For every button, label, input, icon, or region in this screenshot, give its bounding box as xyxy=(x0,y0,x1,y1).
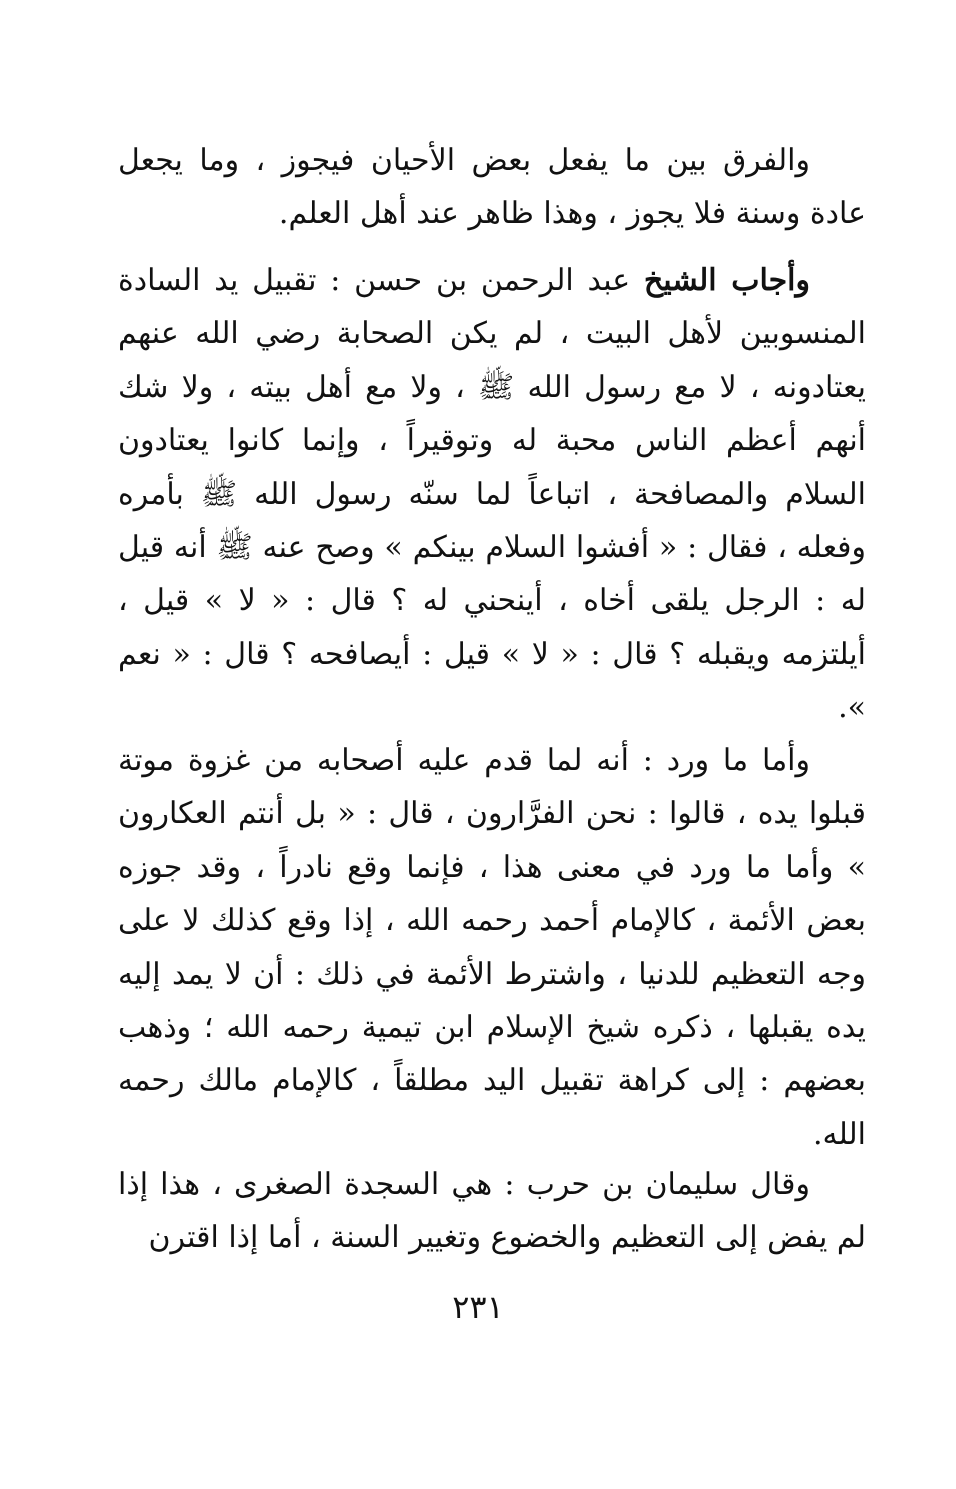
paragraph-2-lead: وأجاب الشيخ xyxy=(643,263,810,298)
paragraph-3 xyxy=(118,734,866,1161)
paragraph-2-text: عبد الرحمن بن حسن : تقبيل يد السادة المنسوبين لأهل البيت ، لم يكن الصحابة رضي الله عنهم يعتادونه ، لا مع رسول الله ﷺ ، ولا مع أهل بيته ، ولا شك أنهم أعظم الناس محبة له وتوقيراً ، وإنما كانوا يعتادون السلام والمصافحة ، اتباعاً لما سنّه رسول الله ﷺ بأمره وفعله ، فقال : « أفشوا السلام بينكم » وصح عنه ﷺ أنه قيل له : الرجل يلقى أخاه ، أينحني له ؟ قال : « لا » قيل ، أيلتزمه ويقبله ؟ قال : « لا » قيل : أيصافحه ؟ قال : « نعم ». xyxy=(118,263,866,726)
paragraph-3-text: وأما ما ورد : أنه لما قدم عليه أصحابه من غزوة موتة قبلوا يده ، قالوا : نحن الفرَّارون ، قال : « بل أنتم العكارون » وأما ما ورد في معنى هذا ، فإنما وقع نادراً ، وقد جوزه بعض الأئمة ، كالإمام أحمد رحمه الله ، إذا وقع كذلك لا على وجه التعظيم للدنيا ، واشترط الأئمة في ذلك : أن لا يمد إليه يده يقبلها ، ذكره شيخ الإسلام ابن تيمية رحمه الله ؛ وذهب بعضهم : إلى كراهة تقبيل اليد مطلقاً ، كالإمام مالك رحمه الله. xyxy=(118,743,866,1152)
paragraph-4-text: وقال سليمان بن حرب : هي السجدة الصغرى ، هذا إذا لم يفض إلى التعظيم والخضوع وتغيير السنة ، أما إذا اقترن xyxy=(118,1167,866,1256)
paragraph-2 xyxy=(118,254,866,735)
paragraph-4 xyxy=(118,1158,866,1265)
page-number: ٢٣١ xyxy=(452,1288,504,1326)
paragraph-1-text: والفرق بين ما يفعل بعض الأحيان فيجوز ، وما يجعل عادة وسنة فلا يجوز ، وهذا ظاهر عند أهل العلم. xyxy=(118,143,866,232)
paragraph-1 xyxy=(118,134,866,241)
